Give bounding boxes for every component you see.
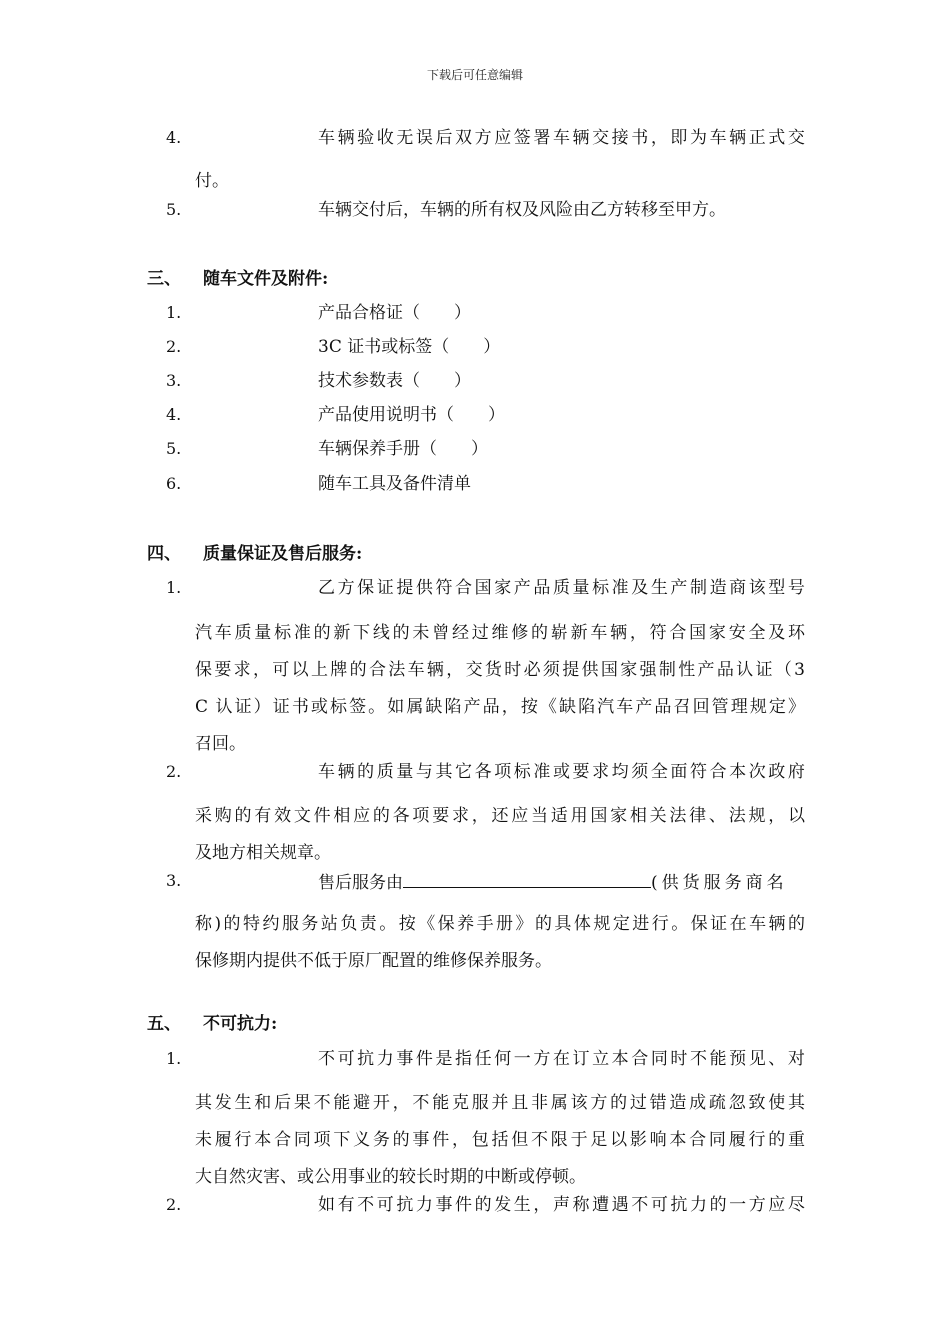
item-text: 如 有 不 可 抗 力 事 件 的 发 生 ， 声 称 遭 遇 不 可 抗 力 的 一 方 应 尽	[318, 1195, 805, 1215]
item-text-continued: 召回。	[195, 734, 246, 754]
item-number: 5.	[166, 200, 182, 219]
item-number: 1.	[166, 1049, 182, 1068]
item-text-continued: 汽车质量标准的新下线的未曾经过维修的崭新车辆，符合国家安全及环	[195, 623, 805, 643]
item-text: 乙 方 保 证 提 供 符 合 国 家 产 品 质 量 标 准 及 生 产 制 造 商 该 型 号	[318, 578, 805, 598]
item-text-continued: 及地方相关规章。	[195, 843, 331, 863]
item-number: 2.	[166, 337, 182, 356]
item-number: 1.	[166, 578, 182, 597]
item-text: 随车工具及备件清单	[318, 474, 471, 494]
item-text: 技术参数表（ ）	[318, 371, 471, 391]
item-number: 6.	[166, 474, 182, 493]
item-text-continued: 保要求，可以上牌的合法车辆，交货时必须提供国家强制性产品认证（3	[195, 660, 805, 680]
section-number: 三、	[147, 269, 181, 289]
item-number: 4.	[166, 405, 182, 424]
item-text: 不 可 抗 力 事 件 是 指 任 何 一 方 在 订 立 本 合 同 时 不 能 预 见 、 对	[318, 1049, 805, 1069]
section-title: 质量保证及售后服务:	[203, 544, 363, 564]
fill-in-blank[interactable]	[403, 873, 651, 888]
item-number: 3.	[166, 871, 182, 890]
item-text-continued: 付。	[195, 171, 229, 191]
item-text-continued: C 认证）证书或标签。如属缺陷产品，按《缺陷汽车产品召回管理规定》	[195, 697, 805, 717]
item-text: 车 辆 验 收 无 误 后 双 方 应 签 署 车 辆 交 接 书 ， 即 为 车 辆 正 式 交	[318, 128, 805, 148]
item-number: 4.	[166, 128, 182, 147]
section-title: 随车文件及附件:	[203, 269, 329, 289]
item-text-continued: 其发生和后果不能避开，不能克服并且非属该方的过错造成疏忽致使其	[195, 1093, 805, 1113]
item-text: 产品合格证（ ）	[318, 303, 471, 323]
item-text: 3C 证书或标签（ ）	[318, 337, 501, 357]
item-text: 车辆保养手册（ ）	[318, 439, 488, 459]
section-title: 不可抗力:	[203, 1014, 278, 1034]
item-text-prefix: 售后服务由	[318, 873, 403, 893]
item-text: 车 辆 的 质 量 与 其 它 各 项 标 准 或 要 求 均 须 全 面 符 合 本 次 政 府	[318, 762, 805, 782]
item-text-suffix: (供货服务商名	[651, 873, 788, 893]
section-number: 四、	[147, 544, 181, 564]
item-number: 3.	[166, 371, 182, 390]
page-header: 下载后可任意编辑	[426, 68, 523, 82]
item-text-continued: 采购的有效文件相应的各项要求，还应当适用国家相关法律、法规，以	[195, 806, 805, 826]
item-text-continued: 保修期内提供不低于原厂配置的维修保养服务。	[195, 951, 552, 971]
item-text-continued: 称)的特约服务站负责。按《保养手册》的具体规定进行。保证在车辆的	[195, 914, 805, 934]
item-text	[318, 873, 805, 892]
item-number: 2.	[166, 762, 182, 781]
section-number: 五、	[147, 1014, 181, 1034]
item-number: 5.	[166, 439, 182, 458]
item-text: 车辆交付后，车辆的所有权及风险由乙方转移至甲方。	[318, 200, 726, 220]
item-text-continued: 大自然灾害、或公用事业的较长时期的中断或停顿。	[195, 1167, 586, 1187]
item-text: 产品使用说明书（ ）	[318, 405, 505, 425]
item-text-continued: 未履行本合同项下义务的事件，包括但不限于足以影响本合同履行的重	[195, 1130, 805, 1150]
item-number: 1.	[166, 303, 182, 322]
item-number: 2.	[166, 1195, 182, 1214]
